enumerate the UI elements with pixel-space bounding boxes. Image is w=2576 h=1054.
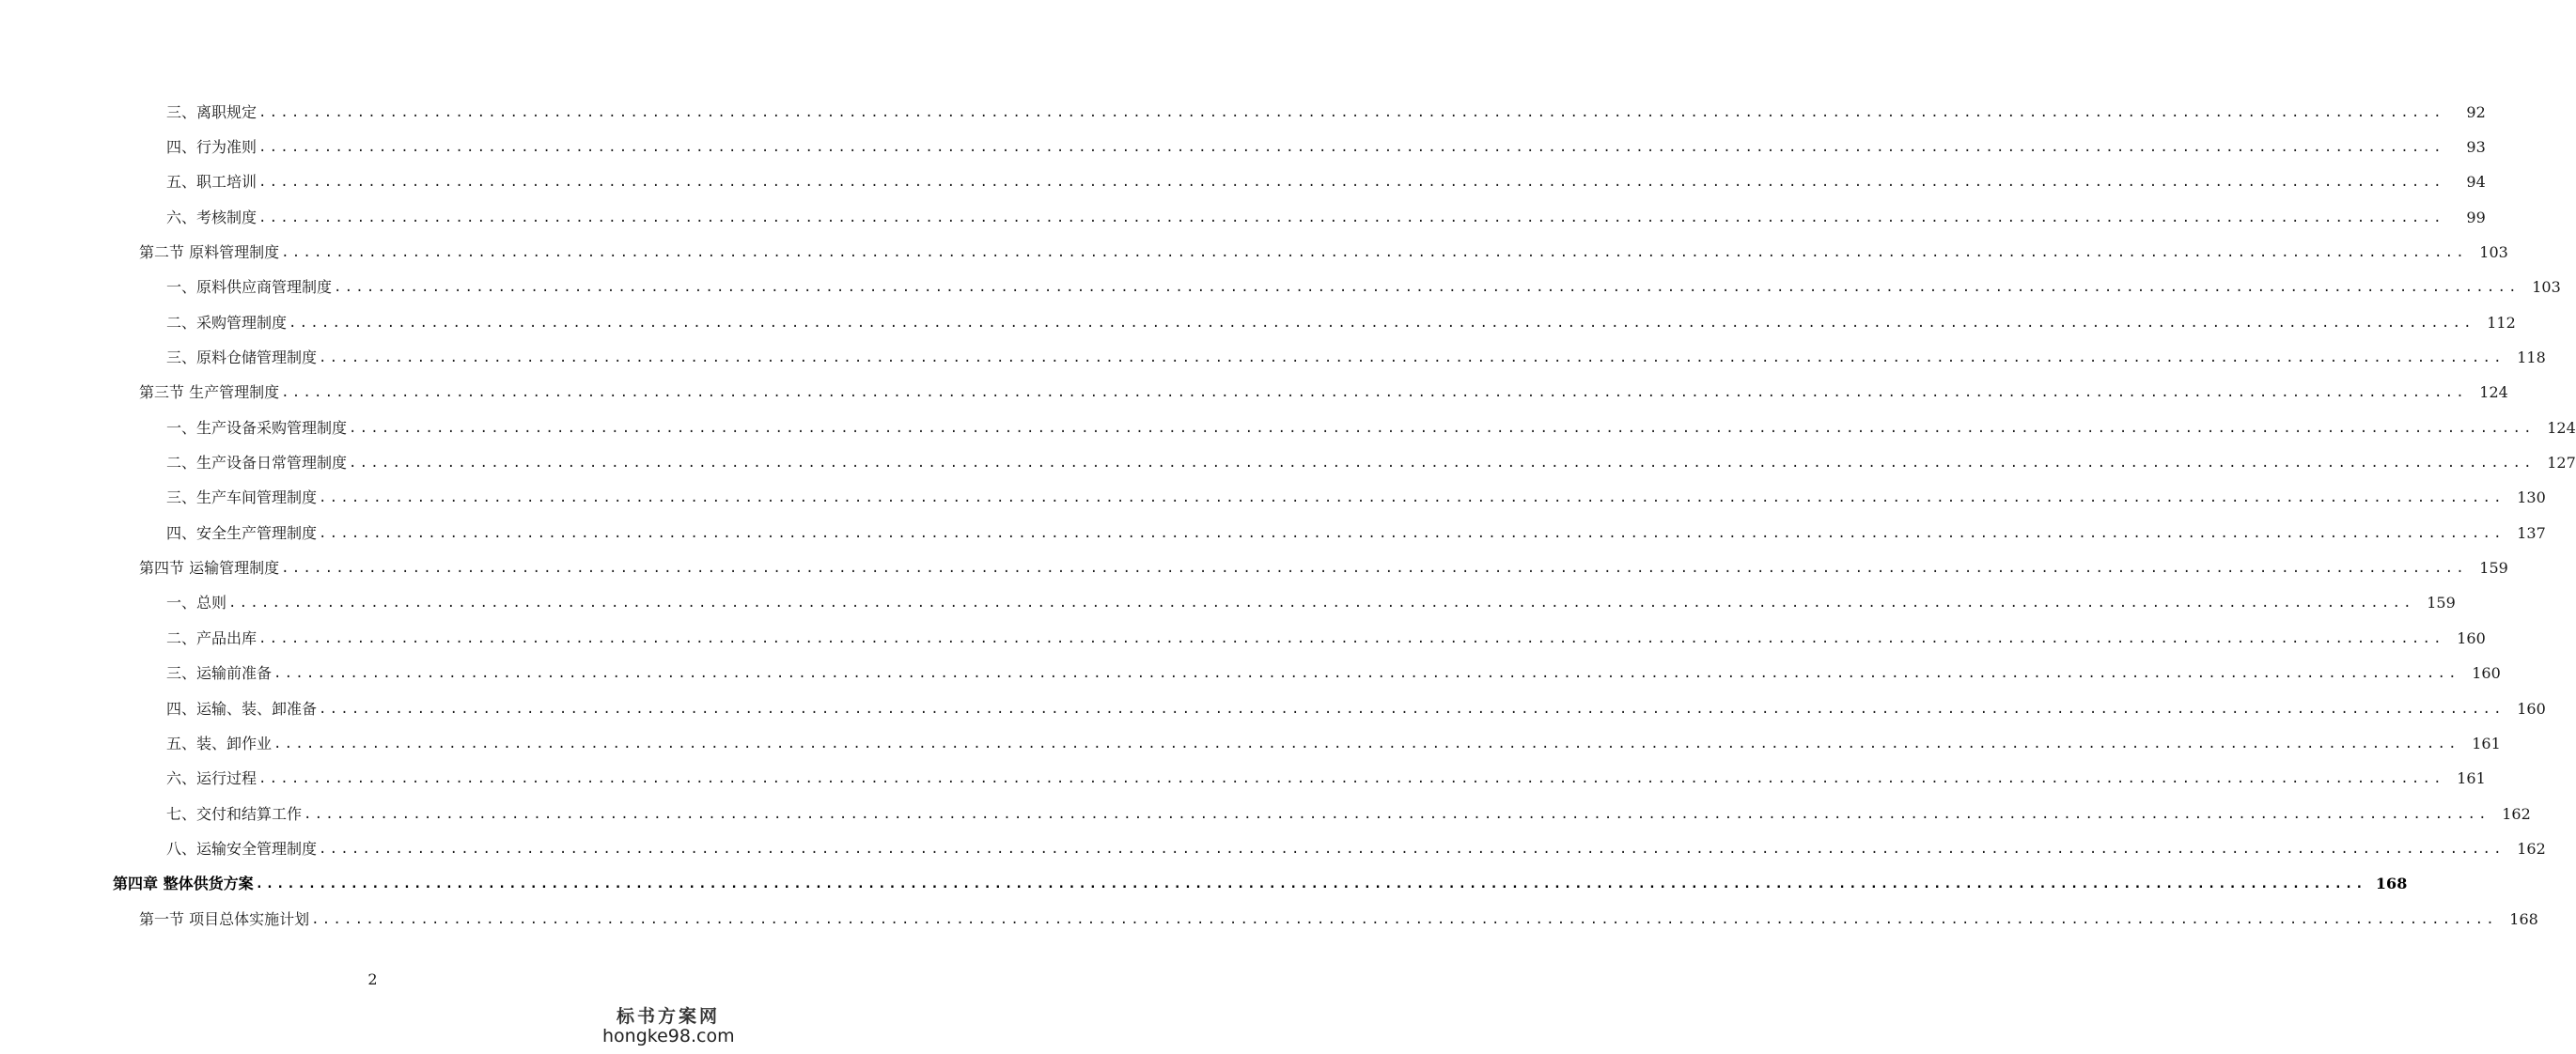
toc-entry-page: 161: [2457, 769, 2486, 788]
toc-entry-item[interactable]: [0, 516, 2546, 550]
toc-dot-leader: ........................................................................................................................................................................................................: [319, 350, 2505, 366]
watermark-logo: [602, 1002, 734, 1046]
toc-dot-leader: ........................................................................................................................................................................................................: [258, 771, 2444, 787]
toc-entry-title: 四、行为准则: [166, 138, 258, 157]
toc-entry-section[interactable]: [0, 376, 2508, 411]
toc-entry-title: 二、产品出库: [166, 628, 258, 647]
toc-entry-title: 六、运行过程: [166, 769, 258, 788]
toc-dot-leader: ........................................................................................................................................................................................................: [289, 315, 2475, 331]
toc-entry-title: 第二节 原料管理制度: [139, 243, 280, 262]
toc-entry-page: 161: [2472, 734, 2501, 752]
toc-entry-title: 八、运输安全管理制度: [166, 839, 318, 858]
toc-entry-title: 七、交付和结算工作: [166, 804, 303, 823]
toc-dot-leader: ........................................................................................................................................................................................................: [281, 561, 2467, 577]
toc-entry-item[interactable]: [0, 762, 2486, 797]
toc-entry-item[interactable]: [0, 726, 2501, 761]
toc-dot-leader: ........................................................................................................................................................................................................: [273, 666, 2459, 682]
toc-dot-leader: ........................................................................................................................................................................................................: [304, 806, 2490, 822]
toc-dot-leader: ........................................................................................................................................................................................................: [311, 911, 2497, 927]
toc-entry-item[interactable]: [0, 481, 2546, 516]
toc-dot-leader: ........................................................................................................................................................................................................: [319, 490, 2505, 506]
toc-entry-title: 第四章 整体供货方案: [113, 875, 254, 893]
toc-entry-title: 五、装、卸作业: [166, 734, 273, 752]
toc-entry-page: 94: [2466, 173, 2486, 192]
toc-dot-leader: ........................................................................................................................................................................................................: [319, 525, 2505, 541]
toc-entry-section[interactable]: [0, 902, 2538, 937]
toc-entry-item[interactable]: [0, 340, 2546, 375]
toc-entry-page: 127: [2547, 454, 2576, 473]
toc-entry-title: 四、运输、装、卸准备: [166, 699, 318, 718]
toc-entry-item[interactable]: [0, 621, 2486, 656]
toc-dot-leader: ........................................................................................................................................................................................................: [255, 876, 2366, 892]
toc-dot-leader: ........................................................................................................................................................................................................: [273, 736, 2459, 752]
toc-entry-page: 93: [2466, 138, 2486, 157]
toc-entry-item[interactable]: [0, 445, 2576, 480]
toc-entry-page: 103: [2532, 278, 2561, 297]
toc-entry-title: 第一节 项目总体实施计划: [139, 909, 310, 928]
toc-dot-leader: ........................................................................................................................................................................................................: [258, 209, 2444, 225]
toc-dot-leader: ........................................................................................................................................................................................................: [319, 701, 2505, 717]
toc-entry-item[interactable]: [0, 586, 2456, 621]
toc-entry-title: 二、采购管理制度: [166, 313, 288, 332]
toc-entry-page: 124: [2479, 383, 2508, 402]
toc-entry-item[interactable]: [0, 130, 2486, 164]
toc-entry-title: 三、离职规定: [166, 102, 258, 121]
table-of-contents: [0, 95, 2576, 937]
toc-entry-page: 159: [2479, 559, 2508, 578]
toc-entry-title: 二、生产设备日常管理制度: [166, 454, 348, 473]
watermark-title: 标书方案网: [616, 1006, 720, 1027]
toc-entry-item[interactable]: [0, 305, 2516, 340]
toc-entry-item[interactable]: [0, 797, 2531, 831]
toc-entry-title: 六、考核制度: [166, 208, 258, 226]
toc-dot-leader: ........................................................................................................................................................................................................: [334, 280, 2520, 296]
toc-entry-title: 一、生产设备采购管理制度: [166, 418, 348, 437]
toc-entry-page: 159: [2427, 594, 2456, 612]
toc-entry-page: 168: [2509, 909, 2538, 928]
toc-entry-title: 四、安全生产管理制度: [166, 523, 318, 542]
toc-entry-item[interactable]: [0, 411, 2576, 445]
toc-entry-item[interactable]: [0, 95, 2486, 130]
toc-entry-title: 三、原料仓储管理制度: [166, 349, 318, 367]
toc-entry-page: 168: [2375, 875, 2408, 893]
toc-dot-leader: ........................................................................................................................................................................................................: [281, 245, 2467, 261]
toc-entry-page: 137: [2517, 523, 2546, 542]
toc-entry-page: 118: [2517, 349, 2546, 367]
page-number: 2: [367, 970, 378, 988]
toc-dot-leader: ........................................................................................................................................................................................................: [258, 175, 2444, 191]
toc-entry-page: 92: [2466, 102, 2486, 121]
toc-entry-page: 130: [2517, 488, 2546, 507]
toc-entry-page: 99: [2466, 208, 2486, 226]
toc-entry-page: 160: [2472, 664, 2501, 683]
toc-entry-item[interactable]: [0, 271, 2561, 305]
toc-entry-title: 第三节 生产管理制度: [139, 383, 280, 402]
toc-entry-title: 三、生产车间管理制度: [166, 488, 318, 507]
toc-entry-title: 三、运输前准备: [166, 664, 273, 683]
toc-entry-page: 103: [2479, 243, 2508, 262]
toc-dot-leader: ........................................................................................................................................................................................................: [349, 420, 2535, 436]
toc-dot-leader: ........................................................................................................................................................................................................: [258, 104, 2444, 120]
toc-entry-page: 160: [2457, 628, 2486, 647]
toc-entry-page: 124: [2547, 418, 2576, 437]
toc-entry-item[interactable]: [0, 657, 2501, 691]
toc-entry-item[interactable]: [0, 200, 2486, 235]
toc-entry-page: 162: [2517, 839, 2546, 858]
toc-entry-item[interactable]: [0, 691, 2546, 726]
toc-dot-leader: ........................................................................................................................................................................................................: [258, 140, 2444, 156]
toc-dot-leader: ........................................................................................................................................................................................................: [349, 456, 2535, 472]
toc-entry-section[interactable]: [0, 550, 2508, 585]
watermark-url: hongke98.com: [602, 1026, 735, 1046]
toc-entry-item[interactable]: [0, 165, 2486, 200]
toc-entry-page: 160: [2517, 699, 2546, 718]
toc-entry-title: 第四节 运输管理制度: [139, 559, 280, 578]
toc-entry-chapter[interactable]: [0, 867, 2408, 902]
toc-dot-leader: ........................................................................................................................................................................................................: [319, 841, 2505, 857]
toc-entry-page: 112: [2487, 313, 2516, 332]
toc-entry-section[interactable]: [0, 235, 2508, 270]
toc-entry-item[interactable]: [0, 831, 2546, 866]
toc-entry-title: 五、职工培训: [166, 173, 258, 192]
toc-dot-leader: ........................................................................................................................................................................................................: [258, 630, 2444, 646]
toc-entry-title: 一、总则: [166, 594, 227, 612]
toc-dot-leader: ........................................................................................................................................................................................................: [228, 596, 2414, 612]
toc-entry-page: 162: [2502, 804, 2531, 823]
toc-dot-leader: ........................................................................................................................................................................................................: [281, 385, 2467, 401]
toc-entry-title: 一、原料供应商管理制度: [166, 278, 333, 297]
